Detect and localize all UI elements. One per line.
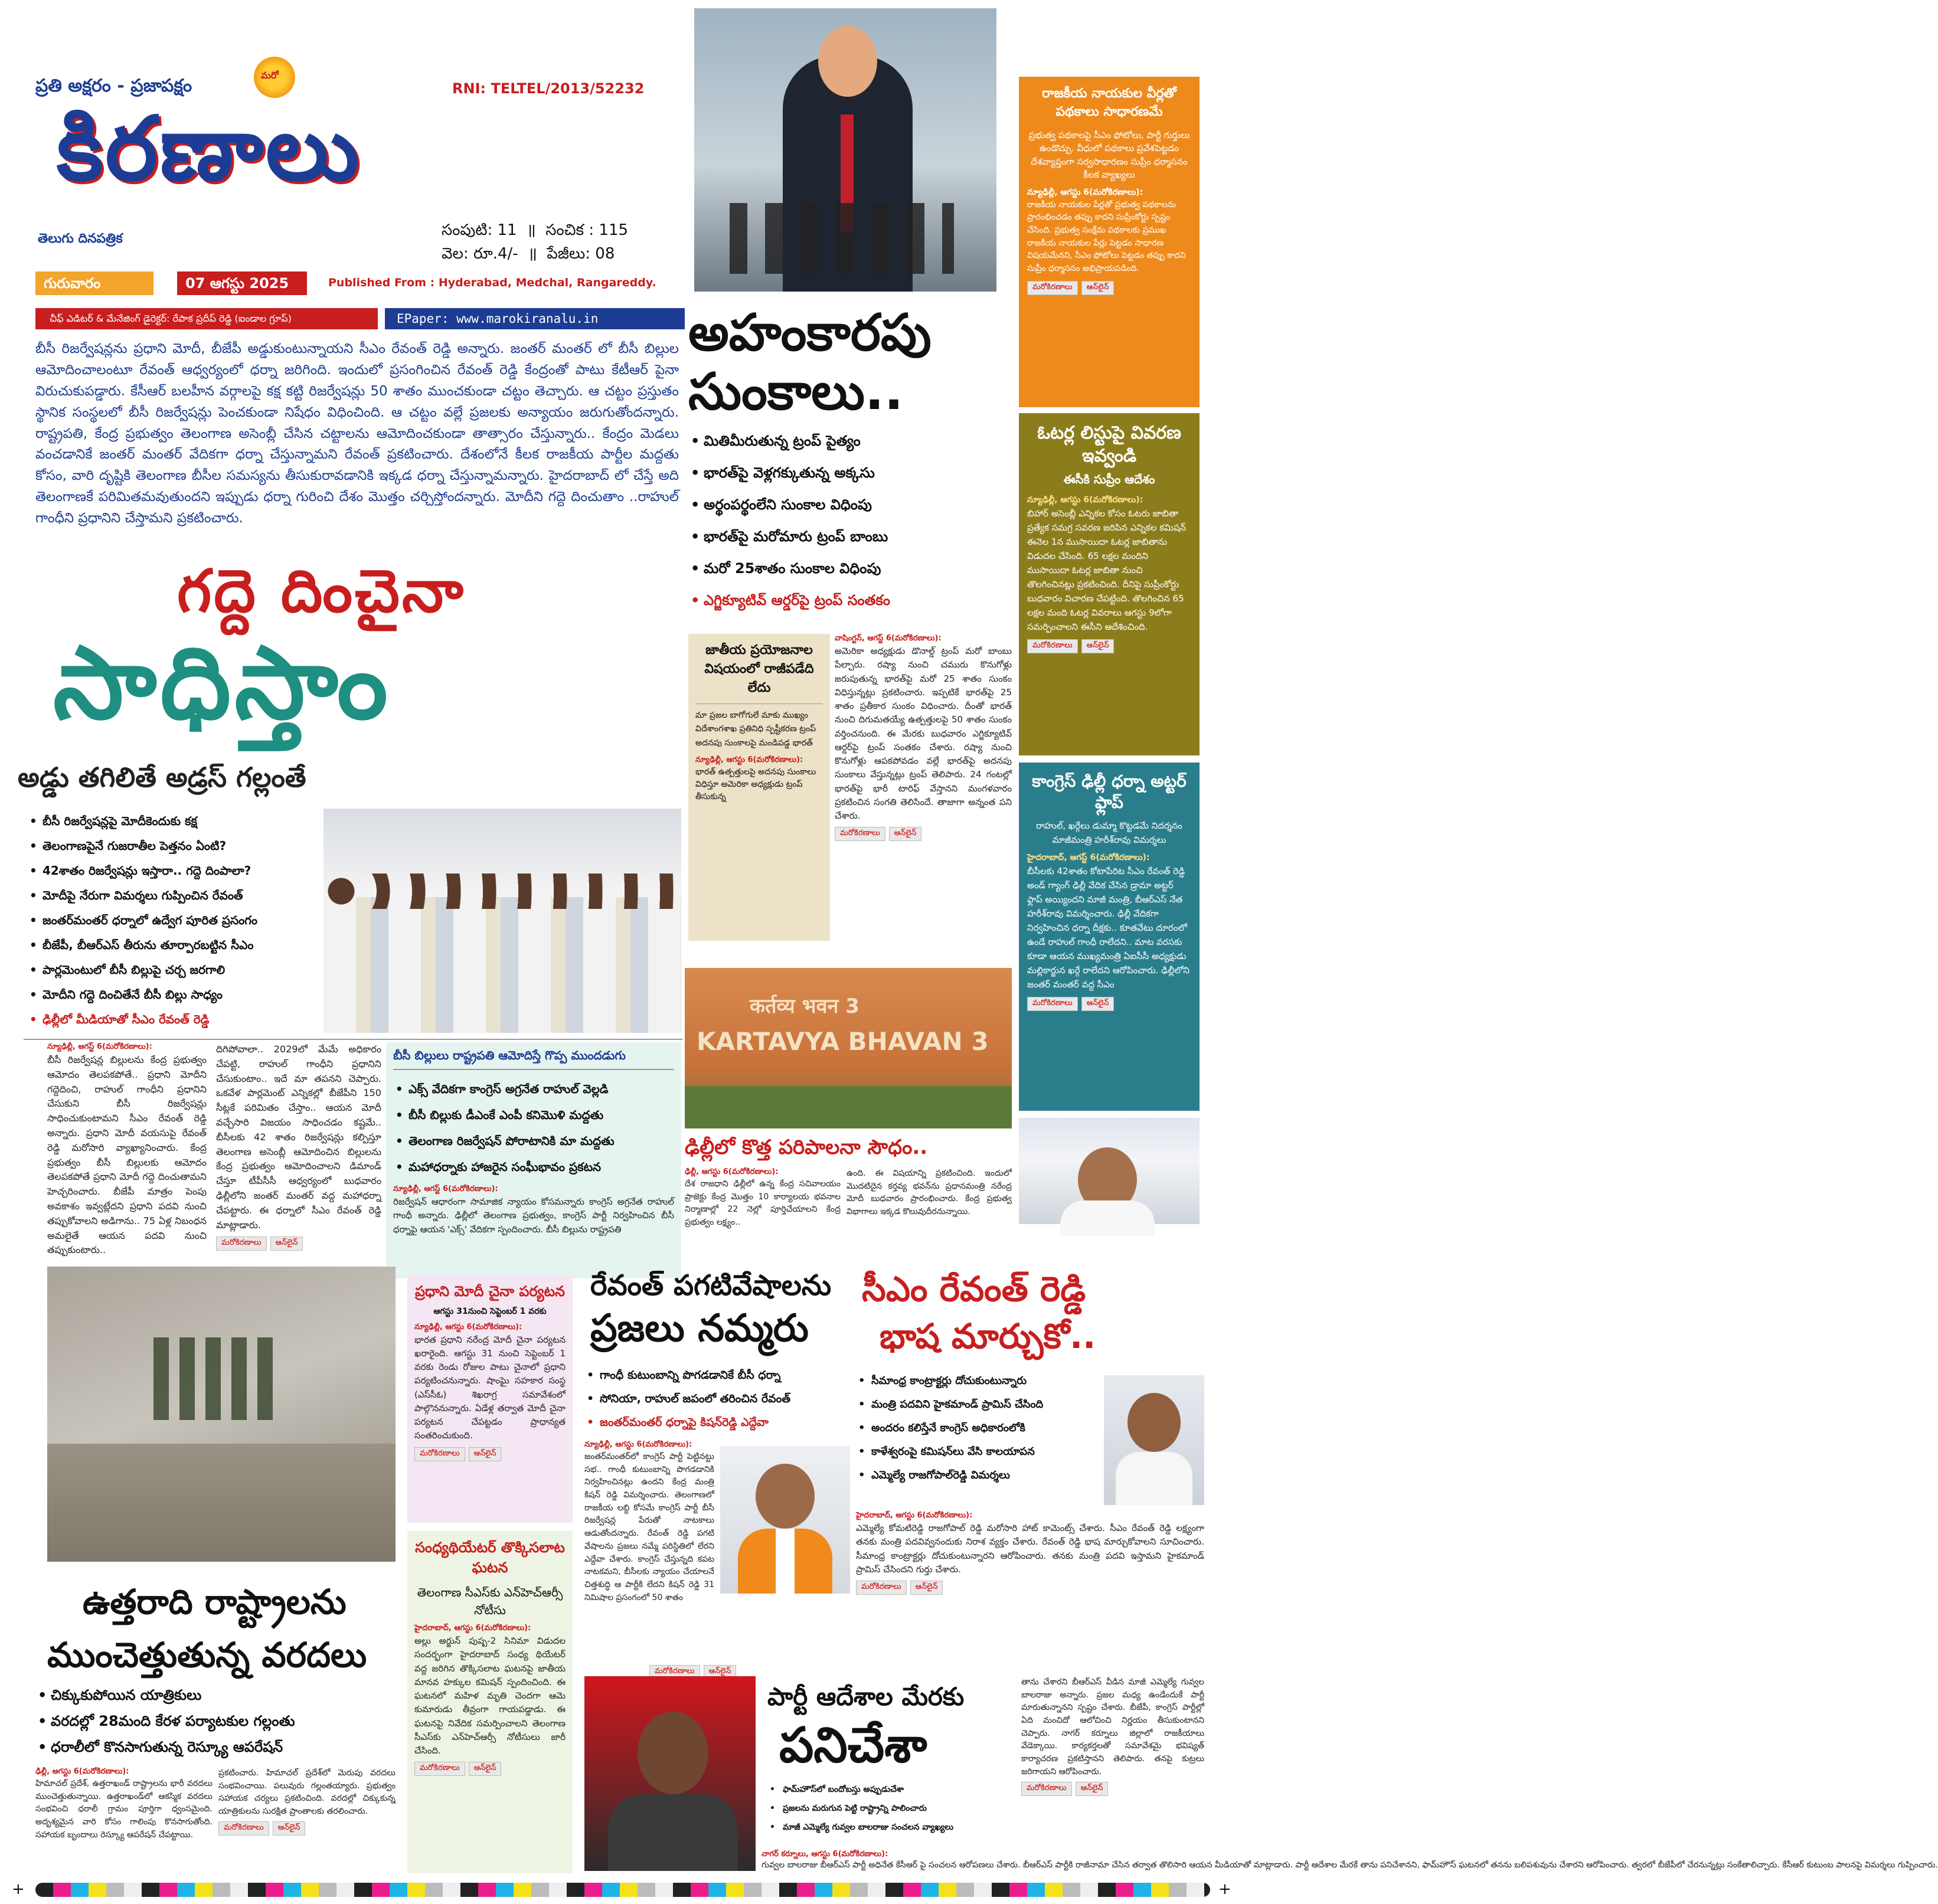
tagline: ప్రతి అక్షరం - ప్రజాపక్షం xyxy=(35,76,192,96)
trump-bullet: • మరో 25శాతం సుంకాల విధింపు xyxy=(688,552,1011,584)
lead-headline-1: గద్దె దించైనా xyxy=(177,557,466,626)
dateline: హైదరాబాద్, ఆగస్టు 6(మరోకిరణాలు): xyxy=(856,1511,973,1520)
trump-side-text: భారత్ ఉత్పత్తులపై అదనపు సుంకాలు విధిస్తూ అమెరికా అధ్యక్షుడు ట్రంప్ తీసుకున్న xyxy=(695,767,816,802)
trump-headline-2: సుంకాలు.. xyxy=(688,362,904,421)
figure-head xyxy=(638,1712,708,1794)
figure-head xyxy=(1127,1393,1181,1452)
rajgopal-bullet: • సీమాంధ్ర కాంట్రాక్టర్లు దోచుకుంటున్నారు xyxy=(856,1369,1116,1393)
rahul-box-title: బీసీ బిల్లులు రాష్ట్రపతి ఆమోదిస్తే గొప్ప ముందడుగు xyxy=(393,1048,674,1070)
dateline: నాగర్ కర్నూలు, ఆగస్టు 6(మరోకిరణాలు): xyxy=(762,1850,888,1859)
figure-head xyxy=(818,26,877,97)
article-text: ఎమ్మెల్యే కోమటిరెడ్డి రాజగోపాల్ రెడ్డి మరోసారి హాట్ కామెంట్స్ చేశారు. సీఎం రేవంత్ రెడ్డి లక్ష్యంగా తనకు మంత్రి పదవివ్వనందుకు నిరాశ వ్యక్తం చేశారు. రేవంత్ రెడ్డి భాష మార్చుకోవాలని సూచించారు. సీమాంధ్ర కాంట్రాక్టర్లు దోచుకుంటున్నారని ఆరోపించారు. తనకు మంత్రి పదవి ఇస్తామని హైకమాండ్ ప్రామిస్ చేసిందని గుర్తు చేశారు. xyxy=(856,1523,1204,1575)
rahul-bullet: • తెలంగాణ రిజర్వేషన్ పోరాటానికి మా మద్దతు xyxy=(393,1128,674,1154)
floods-bullets xyxy=(35,1682,396,1765)
party-article: తాను చేశారని బీఆర్ఎస్ వీడిన మాజీ ఎమ్మెల్యే గువ్వల బాలరాజు అన్నారు. ప్రజల మధ్య ఉండేందుకే పార్టీ మారుతున్నానని స్పష్టం చేశారు. బీజేపీ, కాంగ్రెస్ పార్టీల్లో ఏది మంచిదో ఆలోచించి నిర్ణయం తీసుకుంటానని చెప్పారు. నాగర్ కర్నూలు జిల్లాలో రాజకీయాలు వేడెక్కాయి. కార్యకర్తలతో సమావేశమై భవిష్యత్ కార్యాచరణ ప్రకటిస్తానని తెలిపారు. తనపై కుట్రలు జరిగాయని ఆరోపించారు. మరోకిరణాలు ఆన్‌లైన్ xyxy=(1021,1676,1204,1873)
teal-title: కాంగ్రెస్ ఢిల్లీ ధర్నా అట్టర్ ఫ్లాప్ xyxy=(1032,771,1187,813)
brand-small: మరో xyxy=(261,70,279,81)
sandhya-box: సంధ్యథియేటర్ తొక్కిసలాట ఘటన తెలంగాణ సీఎస్‌కు ఎన్‌హెచ్‌ఆర్సీ నోటీసు హైదరాబాద్, ఆగస్టు 6(మరోకిరణాలు): అల్లు అర్జున్ పుష్ప-2 సినిమా విడుదల సందర్భంగా హైదరాబాద్ సంధ్య థియేటర్ వద్ద జరిగిన తొక్కిసలాట ఘటనపై జాతీయ మానవ హక్కుల కమిషన్ స్పందించింది. ఈ ఘటనలో మహిళ మృతి చెందగా ఆమె కుమారుడు తీవ్రంగా గాయపడ్డాడు. ఈ ఘటనపై నివేదిక సమర్పించాలని తెలంగాణ సీఎస్‌కు ఎన్‌హెచ్‌ఆర్సీ నోటీసులు జారీ చేసింది. మరోకిరణాలు ఆన్‌లైన్ xyxy=(407,1531,573,1873)
article-text: దేశ రాజధాని ఢిల్లీలో ఉన్న కేంద్ర సచివాలయం ప్రాజెక్టు కేంద్ర మొత్తం 10 కార్యాలయ భవనాల నిర్మాణాల్లో 22 నెల్లో పూర్తిచేయాలని కేంద్ర ప్రభుత్వం లక్ష్యం.. xyxy=(685,1179,841,1228)
article-text: జంతర్‌మంతర్‌లో కాంగ్రెస్ పార్టీ పెట్టినట్టు సభ.. గాంధీ కుటుంబాన్ని పొగడడానికి నిర్వహించినట్లు ఉందని కేంద్ర మంత్రి కిషన్ రెడ్డి విమర్శించారు. తెలంగాణలో రాజకీయ లబ్ధి కోసమే కాంగ్రెస్ పార్టీ బీసీ రిజర్వేషన్ల పేరుతో నాటకాలు ఆడుతోందన్నారు. రేవంత్ రెడ్డి పగటి వేషాలను ప్రజలు నమ్మే పరిస్థితిలో లేరని ఎద్దేవా చేశారు. కాంగ్రెస్ చేస్తున్నది కపట నాటకమని, బీసీలకు న్యాయం చేయాలనే చిత్తశుద్ధి ఆ పార్టీకి లేదని కిషన్ రెడ్డి 31 నిమిషాల ప్రసంగంలో 50 శాతం xyxy=(584,1452,714,1602)
trump-bullet: • భారత్‌పై వెళ్లగక్కుతున్న అక్కసు xyxy=(688,457,1011,489)
article-text: రిజర్వేషన్ ఆధారంగా సామాజిక న్యాయం కోసమన్నారు కాంగ్రెస్ అగ్రనేత రాహుల్ గాంధీ అన్నారు. ఢిల్లీలో తెలంగాణ ప్రభుత్వం, కాంగ్రెస్ పార్టీ నిర్వహించిన బీసీ ధర్నాపై ఆయన 'ఎక్స్' వేదికగా స్పందించారు. బీసీ బిల్లును రాష్ట్రపతి xyxy=(393,1196,674,1235)
kishan-bullet: • జంతర్‌మంతర్ ధర్నాపై కిషన్‌రెడ్డి ఎద్దేవా xyxy=(584,1411,850,1434)
microphones xyxy=(730,203,954,274)
lead-col-2: దిగిపోవాలా.. 2029లో మేమే అధికారం చేపట్టి, రాహుల్ గాంధీని ప్రధానిని చేసుకుంటాం.. ఇదే మా తపనని చెప్పారు. ఒకవేళ పార్లమెంట్ ఎన్నికల్లో బీజేపీని 150 సీట్లకే పరిమితం చేస్తాం.. ఆయన మోదీ వచ్చేసారి విజయం సాధించడం కష్టమే.. బీసీలకు 42 శాతం రిజర్వేషన్లు కల్పిస్తూ తెలంగాణ అసెంబ్లీ ఆమోదించిన బిల్లులను కేంద్ర ప్రభుత్వం ఆమోదించాలని డిమాండ్ చేస్తూ టీపీసీసీ ఆధ్వర్యంలో బుధవారం ఢిల్లీలోని జంతర్ మంతర్ వద్ద మహాధర్నా చేపట్టారు. ఈ ధర్నాలో సీఎం రేవంత్ రెడ్డి మాట్లాడారు. మరోకిరణాలు ఆన్‌లైన్ xyxy=(216,1042,381,1278)
olive-chips: మరోకిరణాలు ఆన్‌లైన్ xyxy=(1027,639,1191,653)
dateline: న్యూఢిల్లీ, ఆగస్ట్ 6(మరోకిరణాలు): xyxy=(393,1185,498,1193)
floods-col-1 xyxy=(35,1767,213,1873)
lead-bullet: • మోదీపై నేరుగా విమర్శలు గుప్పించిన రేవంత్ xyxy=(27,883,322,908)
rajgopal-bullet: • కాళేశ్వరంపై కమిషన్‌లు వేసి కాలయాపన xyxy=(856,1440,1116,1464)
rahul-box xyxy=(386,1042,681,1278)
article-text: తాను చేశారని బీఆర్ఎస్ వీడిన మాజీ ఎమ్మెల్యే గువ్వల బాలరాజు అన్నారు. ప్రజల మధ్య ఉండేందుకే పార్టీ మారుతున్నానని స్పష్టం చేశారు. బీజేపీ, కాంగ్రెస్ పార్టీల్లో ఏది మంచిదో ఆలోచించి నిర్ణయం తీసుకుంటానని చెప్పారు. నాగర్ కర్నూలు జిల్లాలో రాజకీయాలు వేడెక్కాయి. కార్యకర్తలతో సమావేశమై భవిష్యత్ కార్యాచరణ ప్రకటిస్తానని తెలిపారు. తనపై కుట్రలు జరిగాయని ఆరోపించారు. xyxy=(1021,1677,1204,1777)
trump-side-title: జాతీయ ప్రయోజనాల విషయంలో రాజీపడేది లేదు xyxy=(704,643,814,695)
modi-china-box: ప్రధాని మోదీ చైనా పర్యటన ఆగస్టు 31నుంచి సెప్టెంబర్ 1 వరకు న్యూఢిల్లీ, ఆగస్టు 6(మరోకిరణాలు): భారత ప్రధాని నరేంద్ర మోదీ చైనా పర్యటన ఖరారైంది. ఆగస్టు 31 నుంచి సెప్టెంబర్ 1 వరకు రెండు రోజుల పాటు చైనాలో ప్రధాని పర్యటించనున్నారు. షాంఘై సహకార సంస్థ (ఎస్‌సీఓ) శిఖరాగ్ర సమావేశంలో పాల్గొననున్నారు. ఏడేళ్ల తర్వాత మోదీ చైనా పర్యటన చేపట్టడం ప్రాధాన్యత సంతరించుకుంది. మరోకిరణాలు ఆన్‌లైన్ xyxy=(407,1275,573,1523)
teal-box xyxy=(1019,763,1200,1111)
lead-bullet: • ఢిల్లీలో మీడియాతో సీఎం రేవంత్ రెడ్డి xyxy=(27,1007,322,1032)
kartavya-col-2 xyxy=(847,1167,1012,1238)
lead-intro: బీసీ రిజర్వేషన్లను ప్రధాని మోదీ, బీజేపీ అడ్డుకుంటున్నాయని సీఎం రేవంత్ రెడ్డి అన్నారు. జంతర్ మంతర్ లో బీసీ బిల్లుల ఆమోదించాలంటూ రేవంత్ ఆధ్వర్యంలో ధర్నా జరిగింది. ఇందులో ప్రసంగించిన రేవంత్ రెడ్డి కేంద్రంతో పాటు కేటీఆర్ పైనా విరుచుకుపడ్డారు. కేసీఆర్ బలహీన వర్గాలపై కక్ష కట్టి రిజర్వేషన్లు 50 శాతం ముంచకుండా చట్టం తెచ్చారు. ఆ చట్టం ప్రస్తుతం స్థానిక సంస్థలలో బీసీ రిజర్వేషన్లు పెంచకుండా నిషేధం విధించింది. ఆ చట్టం వల్లే ప్రజలకు అన్యాయం జరుగుతోందన్నారు. రాష్ట్రపతి, కేంద్ర ప్రభుత్వం తెలంగాణ అసెంబ్లీ చేసిన చట్టాలను ఆమోదించకుండా తాత్సారం చేస్తున్నారు.. కేంద్రం మెడలు వంచడానికే జంతర్ మంతర్ వేదికగా ధర్నా చేస్తున్నామని రేవంత్ ప్రకటించారు. దేశంలోనే కీలక రాజకీయ పార్టీల మద్దతు కోసం, వారి దృష్టికి తెలంగాణ బీసీల సమస్యను తీసుకురావడానికి ఇక్కడ ధర్నా చేస్తున్నామన్నారు. హైదరాబాద్ లో చేస్తే అది తెలంగాణకే పరిమితమవుతుందని ఇప్పుడు ధర్నా గురించి దేశం మొత్తం చర్చిస్తోందన్నారు. మోదీని గద్దె దించుతాం ..రాహుల్ గాంధీని ప్రధానిని చేస్తామని ప్రకటించారు. xyxy=(35,341,679,526)
published-from: Published From : Hyderabad, Medchal, Rangareddy. xyxy=(328,276,656,289)
modi-china-sub: ఆగస్టు 31నుంచి సెప్టెంబర్ 1 వరకు xyxy=(433,1306,547,1316)
trump-sidebox xyxy=(688,634,830,941)
balaraju-photo xyxy=(584,1676,756,1871)
dateline: న్యూఢిల్లీ, ఆగస్టు 6(మరోకిరణాలు): xyxy=(414,1322,522,1332)
lead-subheadline: అడ్డు తగిలితే అడ్రస్ గల్లంతే xyxy=(18,761,306,793)
article-text: అల్లు అర్జున్ పుష్ప-2 సినిమా విడుదల సందర్భంగా హైదరాబాద్ సంధ్య థియేటర్ వద్ద జరిగిన తొక్కిసలాట ఘటనపై జాతీయ మానవ హక్కుల కమిషన్ స్పందించింది. ఈ ఘటనలో మహిళ మృతి చెందగా ఆమె కుమారుడు తీవ్రంగా గాయపడ్డాడు. ఈ ఘటనపై నివేదిక సమర్పించాలని తెలంగాణ సీఎస్‌కు ఎన్‌హెచ్‌ఆర్సీ నోటీసులు జారీ చేసింది. xyxy=(414,1635,566,1756)
lead-bullet: • పార్లమెంటులో బీసీ బిల్లుపై చర్చ జరగాలి xyxy=(27,957,322,982)
rajgopal-bullet: • అందరం కలిస్తేనే కాంగ్రెస్ అధికారంలోకి xyxy=(856,1416,1116,1440)
article-text: ఉంది. ఈ విషయాన్ని ప్రకటించింది. ఇందులో మొదటిదైన కర్తవ్య భవన్‌ను ప్రధానమంత్రి నరేంద్ర మోదీ బుధవారం ప్రారంభించారు. కేంద్ర ప్రభుత్వ విభాగాలు ఇక్కడ కొలువుదీరనున్నాయి. xyxy=(847,1169,1012,1217)
trump-bullet: • ఎగ్జిక్యూటివ్ ఆర్డర్‌పై ట్రంప్ సంతకం xyxy=(688,584,1011,616)
kishan-headline-2: ప్రజలు నమ్మరు xyxy=(590,1307,809,1350)
trump-photo xyxy=(694,8,996,292)
lead-bullets xyxy=(27,809,322,1033)
crop-mark-icon: + xyxy=(1218,1880,1231,1898)
article-text: హిమాచల్ ప్రదేశ్, ఉత్తరాఖండ్ రాష్ట్రాలను భారీ వరదలు ముంచెత్తుతున్నాయి. ఉత్తరాఖండ్‌లో ఆకస్మిక వరదలు సంభవించి ధరాలీ గ్రామం పూర్తిగా ధ్వంసమైంది. అదృశ్యమైన వారి కోసం గాలింపు కొనసాగుతోంది. సహాయక బృందాలు రెస్క్యూ ఆపరేషన్ చేపట్టాయి. xyxy=(35,1779,213,1840)
figure-body xyxy=(1116,1452,1192,1505)
dateline: ఢిల్లీ, ఆగస్టు 6(మరోకిరణాలు): xyxy=(35,1767,129,1776)
olive-title: ఓటర్ల లిస్టుపై వివరణ ఇవ్వండి xyxy=(1037,423,1181,466)
article-text: బీసీ రిజర్వేషన్ల బిల్లులను కేంద్ర ప్రభుత్వం ఆమోదం తెలపకపోతే.. ప్రధాని మోదీని గద్దెదించి, రాహుల్ గాంధీని ప్రధానిని చేసుకుని బీసీ రిజర్వేషన్లు సాధించుకుంటామని సీఎం రేవంత్ రెడ్డి అన్నారు. ప్రధాని మోదీ వయసుపై రేవంత్ రెడ్డి మరోసారి వ్యాఖ్యానించారు. కేంద్ర ప్రభుత్వం బీసీ బిల్లులకు ఆమోదం తెలపకపోతే ప్రధాని మోదీ గద్దె దించుతామని హెచ్చరించారు. బీజేపీ మాత్రం పెంపు అవకాశం ఇవ్వట్లేదని ప్రధాని పదవి నుంచి తప్పుకోవాలని అడిగాను.. 75 ఏళ్ల నిబంధన అమలైతే ఆయన పదవి నుంచి తప్పుకుంటారు.. xyxy=(47,1054,207,1256)
figure-head xyxy=(756,1464,815,1529)
party-headline-1: పార్టీ ఆదేశాల మేరకు xyxy=(767,1682,965,1711)
teal-chips: మరోకిరణాలు ఆన్‌లైన్ xyxy=(1027,996,1191,1011)
lead-bullet: • జంతర్‌మంతర్ ధర్నాలో ఉద్వేగ పూరిత ప్రసంగం xyxy=(27,908,322,933)
rajgopal-article: హైదరాబాద్, ఆగస్టు 6(మరోకిరణాలు): ఎమ్మెల్యే కోమటిరెడ్డి రాజగోపాల్ రెడ్డి మరోసారి హాట్ కామెంట్స్ చేశారు. సీఎం రేవంత్ రెడ్డి లక్ష్యంగా తనకు మంత్రి పదవివ్వనందుకు నిరాశ వ్యక్తం చేశారు. రేవంత్ రెడ్డి భాష మార్చుకోవాలని సూచించారు. సీమాంధ్ర కాంట్రాక్టర్లు దోచుకుంటున్నారని ఆరోపించారు. తనకు మంత్రి పదవి ఇస్తామని హైకమాండ్ ప్రామిస్ చేసిందని గుర్తు చేశారు. మరోకిరణాలు ఆన్‌లైన్ xyxy=(856,1511,1204,1653)
rahul-box-bullets xyxy=(393,1076,674,1180)
sandhya-title: సంధ్యథియేటర్ తొక్కిసలాట ఘటన xyxy=(415,1539,565,1576)
dharna-photo xyxy=(323,809,681,1033)
rajgopal-headline-2: భాష మార్చుకో.. xyxy=(880,1316,1096,1356)
kartavya-col-1 xyxy=(685,1167,841,1238)
rajgopal-bullet: • ఎమ్మెల్యే రాజగోపాల్‌రెడ్డి విమర్శలు xyxy=(856,1464,1116,1487)
masthead-title: కిరణాలు xyxy=(57,98,362,201)
olive-box xyxy=(1019,413,1200,755)
figure-body xyxy=(608,1794,738,1871)
party-headline-2: పనిచేశా xyxy=(779,1717,927,1774)
rajgopal-bullet: • మంత్రి పదవిని హైకమాండ్ ప్రామిస్ చేసింది xyxy=(856,1393,1116,1416)
teal-sub: రాహుల్, ఖర్గేలు డుమ్మా కొట్టడమే నిదర్శనం మాజీమంత్రి హరీశ్‌రావు విమర్శలు xyxy=(1036,820,1182,845)
trump-headline-1: అహంకారపు xyxy=(688,303,932,362)
orange-text: రాజకీయ నాయకుల పేర్లతో ప్రభుత్వ పథకాలను ప్రారంభించడం తప్పు కాదని సుప్రీంకోర్టు స్పష్టం చేసింది. ప్రభుత్వ సంక్షేమ పథకాలకు ప్రముఖ రాజకీయ నాయకుల పేర్లు పెట్టడం సాధారణ విషయమేనని, సీఎం ఫోటోలు పెట్టడం తప్పు కాదని సుప్రీం ధర్మాసనం అభిప్రాయపడింది. xyxy=(1027,199,1186,274)
olive-dateline: న్యూఢిల్లీ, ఆగస్టు 6(మరోకిరణాలు): xyxy=(1027,495,1143,505)
teal-text: బీసీలకు 42శాతం కోటాపేరిట సీఎం రేవంత్ రెడ్డి అండ్ గ్యాంగ్ ఢిల్లీ వేదిక చేసిన డ్రామా అట్టర్ ఫ్లాప్ అయ్యిందని మాజీ మంత్రి, బీఆర్ఎస్ నేత హరీశ్‌రావు విమర్శించారు. ఢిల్లీ వేదికగా నిర్వహించిన ధర్నా దీక్షకు.. కూతవేటు దూరంలో ఉండే రాహుల్ గాంధీ రాలేదని.. మాట వరసకు కూడా ఆయన ముఖ్యమంత్రి ఏఐసీసీ అధ్యక్షుడు మల్లికార్జున ఖర్గే రాలేదని ఆరోపించారు. ఢిల్లీలోని జంతర్ మంతర్ వద్ద సీఎం xyxy=(1027,865,1189,990)
floods-bullet: • ధరాలీలో కొనసాగుతున్న రెస్క్యూ ఆపరేషన్ xyxy=(35,1734,396,1760)
trump-bullets xyxy=(688,425,1011,626)
trump-bullet: • భారత్‌పై మరోమారు ట్రంప్ బాంబు xyxy=(688,521,1011,552)
rajgopal-bullets xyxy=(856,1369,1116,1499)
volume: సంపుటి: 11 xyxy=(442,221,517,239)
article-text: గువ్వల బాలరాజు బీఆర్ఎస్ పార్టీ అధినేత కేసీఆర్ పై సంచలన ఆరోపణలు చేశారు. బీఆర్ఎస్ పార్టీకి రాజీనామా చేసిన తర్వాత తొలిసారి ఆయన మీడియాతో మాట్లాడారు. పార్టీ ఆదేశాల మేరకే తాను పనిచేశానని, ఫామ్‌హౌస్ ఘటనలో తనను బలిపశువును చేశారని ఆరోపించారు. త్వరలో బీజేపీలో చేరనున్నట్లు సంకేతాలిచ్చారు. కేసీఆర్ కుటుంబ పాలనపై విమర్శలు గుప్పించారు. xyxy=(762,1860,1938,1870)
party-bullet: • ఫామ్‌హౌస్‌లో బందోబస్తు అప్పుడుచేశా xyxy=(767,1780,1015,1799)
kartavya-sign-hindi: कर्तव्य भवन 3 xyxy=(750,994,859,1018)
lead-col-1 xyxy=(47,1042,207,1278)
rahul-bullet: • ఎక్స్ వేదికగా కాంగ్రెస్ అగ్రనేత రాహుల్ వెల్లడి xyxy=(393,1076,674,1102)
floods-headline-2: ముంచెత్తుతున్న వరదలు xyxy=(47,1635,367,1675)
orange-chips: మరోకిరణాలు ఆన్‌లైన్ xyxy=(1027,280,1191,295)
lead-bullet: • మోదీని గద్దె దించితేనే బీసీ బిల్లు సాధ్యం xyxy=(27,982,322,1007)
lead-bullet: • బీసీ రిజర్వేషన్లపై మోదీకెందుకు కక్ష xyxy=(27,809,322,833)
lead-bullet: • 42శాతం రిజర్వేషన్లు ఇస్తారా.. గద్దె దింపాలా? xyxy=(27,858,322,883)
kishan-bullet: • గాంధీ కుటుంబాన్ని పొగడడానికే బీసీ ధర్నా xyxy=(584,1363,850,1387)
masthead-subtitle: తెలుగు దినపత్రిక xyxy=(38,231,123,246)
figure-body xyxy=(1060,1200,1155,1236)
crowd-heads xyxy=(323,874,681,909)
dateline: ఢిల్లీ, ఆగస్టు 6(మరోకిరణాలు): xyxy=(685,1167,779,1176)
article-text: ప్రకటించారు. హిమాచల్ ప్రదేశ్‌లో మెరుపు వరదలు సంభవించాయి. పలువురు గల్లంతయ్యారు. ప్రభుత్వం సహాయక చర్యలు ప్రకటించింది. వరదల్లో చిక్కుకున్న యాత్రికులను సురక్షిత ప్రాంతాలకు తరలించారు. xyxy=(218,1768,396,1817)
kishan-bullets xyxy=(584,1363,850,1440)
issue: సంచిక : 115 xyxy=(545,221,629,239)
kartavya-photo xyxy=(685,968,1012,1128)
dateline: న్యూఢిల్లీ, ఆగస్టు 6(మరోకిరణాలు): xyxy=(695,755,803,765)
kishan-headline-1: రేవంత్ పగటివేషాలను xyxy=(590,1269,832,1302)
price: వెల: రూ.4/- xyxy=(442,245,518,263)
rni-number: RNI: TELTEL/2013/52232 xyxy=(452,80,645,97)
kartavya-headline: ఢిల్లీలో కొత్త పరిపాలనా సౌధం.. xyxy=(685,1136,928,1159)
orange-title: రాజకీయ నాయకుల వీర్లతో పథకాలు సాధారణమే xyxy=(1042,86,1176,119)
dateline: వాషింగ్టన్, ఆగస్ట్ 6(మరోకిరణాలు): xyxy=(835,634,942,643)
article-text: అమెరికా అధ్యక్షుడు డొనాల్డ్ ట్రంప్ మరో బాంబు పేల్చారు. రష్యా నుంచి చమురు కొనుగోళ్లు జరుపుతున్న భారత్‌పై మరో 25 శాతం సుంకం విధిస్తున్నట్లు ప్రకటించారు. ఇప్పటికే భారత్‌పై 25 శాతం ప్రతీకార సుంకం విధించారు. దీంతో భారత్ నుంచి దిగుమతయ్యే ఉత్పత్తులపై 50 శాతం సుంకం వర్తించనుంది. ఈ మేరకు బుధవారం ఎగ్జిక్యూటివ్ ఆర్డర్‌పై ట్రంప్ సంతకం చేశారు. రష్యా నుంచి కొనుగోళ్లు ఆపకపోవడం వల్లే భారత్‌పై అదనపు సుంకాలు వేస్తున్నట్లు ట్రంప్ తెలిపారు. 24 గంటల్లో భారత్‌పై భారీ టారిఫ్ వేస్తానని మంగళవారం ప్రకటించిన సంగతి తెలిసిందే. తాజాగా అన్నంత పని చేశారు. xyxy=(835,646,1012,821)
trump-bullet: • మితిమీరుతున్న ట్రంప్ పైత్యం xyxy=(688,425,1011,457)
trump-bullet: • అర్థంపర్థంలేని సుంకాల విధింపు xyxy=(688,489,1011,521)
pages: పేజీలు: 08 xyxy=(547,245,615,263)
kishan-photo xyxy=(720,1446,850,1594)
kishan-article xyxy=(584,1440,714,1664)
epaper-link[interactable]: EPaper: www.marokiranalu.in xyxy=(385,308,685,329)
dateline: హైదరాబాద్, ఆగస్టు 6(మరోకిరణాలు): xyxy=(414,1624,531,1633)
party-bullet: • మాజీ ఎమ్మెల్యే గువ్వల బాలరాజు సంచలన వ్యాఖ్యలు xyxy=(767,1818,1015,1837)
kishan-bullet: • సోనియా, రాహుల్ జపంలో తరించిన రేవంత్ xyxy=(584,1387,850,1411)
trump-side-points: మా ప్రజల బాగోగులే మాకు ముఖ్యం విదేశాంగశాఖ ప్రతినిధి స్పష్టీకరణ ట్రంప్ అదనపు సుంకాలపై మండిపడ్డ భారత్ xyxy=(695,704,823,751)
figure-scarf xyxy=(738,1529,832,1594)
orange-sub: ప్రభుత్వ పథకాలపై సీఎం ఫోటోలు, పార్టీ గుర్తులు ఉండొచ్చు. వీధులో పథకాలు ప్రవేశపెట్టడం దేశవ్యాప్తంగా సర్వసాధారణం సుప్రీం ధర్మాసనం కీలక వ్యాఖ్యలు xyxy=(1028,129,1190,181)
trump-article: వాషింగ్టన్, ఆగస్ట్ 6(మరోకిరణాలు): అమెరికా అధ్యక్షుడు డొనాల్డ్ ట్రంప్ మరో బాంబు పేల్చారు. రష్యా నుంచి చమురు కొనుగోళ్లు జరుపుతున్న భారత్‌పై మరో 25 శాతం సుంకం విధిస్తున్నట్లు ప్రకటించారు. ఇప్పటికే భారత్‌పై 25 శాతం ప్రతీకార సుంకం విధించారు. దీంతో భారత్ నుంచి దిగుమతయ్యే ఉత్పత్తులపై 50 శాతం సుంకం వర్తించనుంది. ఈ మేరకు బుధవారం ఎగ్జిక్యూటివ్ ఆర్డర్‌పై ట్రంప్ సంతకం చేశారు. రష్యా నుంచి కొనుగోళ్లు ఆపకపోవడం వల్లే భారత్‌పై అదనపు సుంకాలు వేస్తున్నట్లు ట్రంప్ తెలిపారు. 24 గంటల్లో భారత్‌పై భారీ టారిఫ్ వేస్తానని మంగళవారం ప్రకటించిన సంగతి తెలిసిందే. తాజాగా అన్నంత పని చేశారు. మరోకిరణాలు ఆన్‌లైన్ xyxy=(835,634,1012,941)
kishan-chips: మరోకిరణాలు ఆన్‌లైన్ xyxy=(649,1664,740,1679)
floods-bullet: • వరదల్లో 28మంది కేరళ పర్యాటకుల గల్లంతు xyxy=(35,1708,396,1734)
article-text: దిగిపోవాలా.. 2029లో మేమే అధికారం చేపట్టి, రాహుల్ గాంధీని ప్రధానిని చేసుకుంటాం.. ఇదే మా తపనని చెప్పారు. ఒకవేళ పార్లమెంట్ ఎన్నికల్లో బీజేపీని 150 సీట్లకే పరిమితం చేస్తాం.. ఆయన మోదీ వచ్చేసారి విజయం సాధించడం కష్టమే.. బీసీలకు 42 శాతం రిజర్వేషన్లు కల్పిస్తూ తెలంగాణ అసెంబ్లీ ఆమోదించిన బిల్లులను కేంద్ర ప్రభుత్వం ఆమోదించాలని డిమాండ్ చేస్తూ టీపీసీసీ ఆధ్వర్యంలో బుధవారం ఢిల్లీలోని జంతర్ మంతర్ వద్ద మహాధర్నా చేపట్టారు. ఈ ధర్నాలో సీఎం రేవంత్ రెడ్డి మాట్లాడారు. xyxy=(216,1043,381,1231)
modi-china-title: ప్రధాని మోదీ చైనా పర్యటన xyxy=(414,1283,566,1300)
rescuers xyxy=(153,1337,283,1420)
floods-photo xyxy=(47,1267,396,1562)
orange-dateline: న్యూఢిల్లీ, ఆగస్టు 6(మరోకిరణాలు): xyxy=(1027,187,1143,197)
print-registration-bar xyxy=(35,1883,1210,1897)
party-article-lead xyxy=(762,1859,1938,1873)
crowd xyxy=(323,897,681,1033)
divider xyxy=(24,1039,682,1040)
party-bullets xyxy=(767,1780,1015,1845)
floods-bullet: • చిక్కుకుపోయిన యాత్రికులు xyxy=(35,1682,396,1708)
logo-sun xyxy=(254,57,295,98)
party-bullet: • ప్రజలను మరుగున పెట్టి రాష్ట్రాన్ని పాలించారు xyxy=(767,1799,1015,1818)
mud xyxy=(47,1444,396,1562)
lead-bullet: • తెలంగాణపైనే గుజరాతీల పెత్తనం ఏంటి? xyxy=(27,833,322,858)
teal-dateline: హైదరాబాద్, ఆగస్ట్ 6(మరోకిరణాలు): xyxy=(1027,852,1150,862)
floods-col-2: ప్రకటించారు. హిమాచల్ ప్రదేశ్‌లో మెరుపు వరదలు సంభవించాయి. పలువురు గల్లంతయ్యారు. ప్రభుత్వం సహాయక చర్యలు ప్రకటించింది. వరదల్లో చిక్కుకున్న యాత్రికులను సురక్షిత ప్రాంతాలకు తరలించారు. మరోకిరణాలు ఆన్‌లైన్ xyxy=(218,1767,396,1873)
lead-bullet: • బీజేపీ, బీఆర్ఎస్ తీరును తూర్పారబట్టిన సీఎం xyxy=(27,933,322,957)
rahul-bullet: • బీసీ బిల్లుకు డీఎంకే ఎంపీ కనిమొళి మద్దతు xyxy=(393,1102,674,1128)
lead-headline-2: సాధిస్తాం xyxy=(53,625,391,742)
rajgopal-headline-1: సీఎం రేవంత్ రెడ్డి xyxy=(862,1269,1086,1309)
kartavya-sign-english: KARTAVYA BHAVAN 3 xyxy=(697,1027,989,1056)
day-label: గురువారం xyxy=(35,271,153,295)
dateline: న్యూఢిల్లీ, ఆగస్ట్ 6(మరోకిరణాలు): xyxy=(47,1042,152,1051)
issue-info: సంపుటి: 11 ॥ సంచిక : 115 వెల: రూ.4/- ॥ పేజీలు: 08 xyxy=(442,221,629,263)
sandhya-sub: తెలంగాణ సీఎస్‌కు ఎన్‌హెచ్‌ఆర్సీ నోటీసు xyxy=(417,1585,563,1618)
editor-line: చీఫ్ ఎడిటర్ & మేనేజింగ్ డైరెక్టర్: రేపాక ప్రదీప్ రెడ్డి (ఐండాల గ్రూప్) xyxy=(35,308,378,329)
rahul-bullet: • మహాధర్నాకు హాజరైన సంఘీభావం ప్రకటన xyxy=(393,1154,674,1180)
date-label: 07 ఆగస్టు 2025 xyxy=(177,271,307,295)
rajgopal-photo xyxy=(1104,1375,1204,1505)
garden xyxy=(685,1086,1012,1128)
orange-box xyxy=(1019,77,1200,407)
dateline: న్యూఢిల్లీ, ఆగస్టు 6(మరోకిరణాలు): xyxy=(584,1440,692,1449)
olive-text: బిహార్ అసెంబ్లీ ఎన్నికల కోసం ఓటరు జాబితా ప్రత్యేక సమగ్ర సవరణ జరిపిన ఎన్నికల కమిషన్ ఈనెల 1న ముసాయిదా ఓటర్ల జాబితాను విడుదల చేసింది. 65 లక్షల మందిని ముసాయిదా ఓటర్ల జాబితా నుంచి తొలగించినట్లు ప్రకటించింది. దీనిపై సుప్రీంకోర్టు బుధవారం విచారణ చేపట్టింది. తొలగించిన 65 లక్షల మంది ఓటర్ల వివరాలు ఆగస్టు 9లోగా సమర్పించాలని ఈసీని ఆదేశించింది. xyxy=(1027,508,1187,632)
floods-headline-1: ఉత్తరాది రాష్ట్రాలను xyxy=(83,1582,347,1622)
harishrao-photo xyxy=(1019,1118,1200,1224)
olive-sub: ఈసీకి సుప్రీం ఆదేశం xyxy=(1063,472,1155,486)
crop-mark-icon: + xyxy=(12,1880,25,1898)
article-text: భారత ప్రధాని నరేంద్ర మోదీ చైనా పర్యటన ఖరారైంది. ఆగస్టు 31 నుంచి సెప్టెంబర్ 1 వరకు రెండు రోజుల పాటు చైనాలో ప్రధాని పర్యటించనున్నారు. షాంఘై సహకార సంస్థ (ఎస్‌సీఓ) శిఖరాగ్ర సమావేశంలో పాల్గొననున్నారు. ఏడేళ్ల తర్వాత మోదీ చైనా పర్యటన చేపట్టడం ప్రాధాన్యత సంతరించుకుంది. xyxy=(414,1334,566,1441)
